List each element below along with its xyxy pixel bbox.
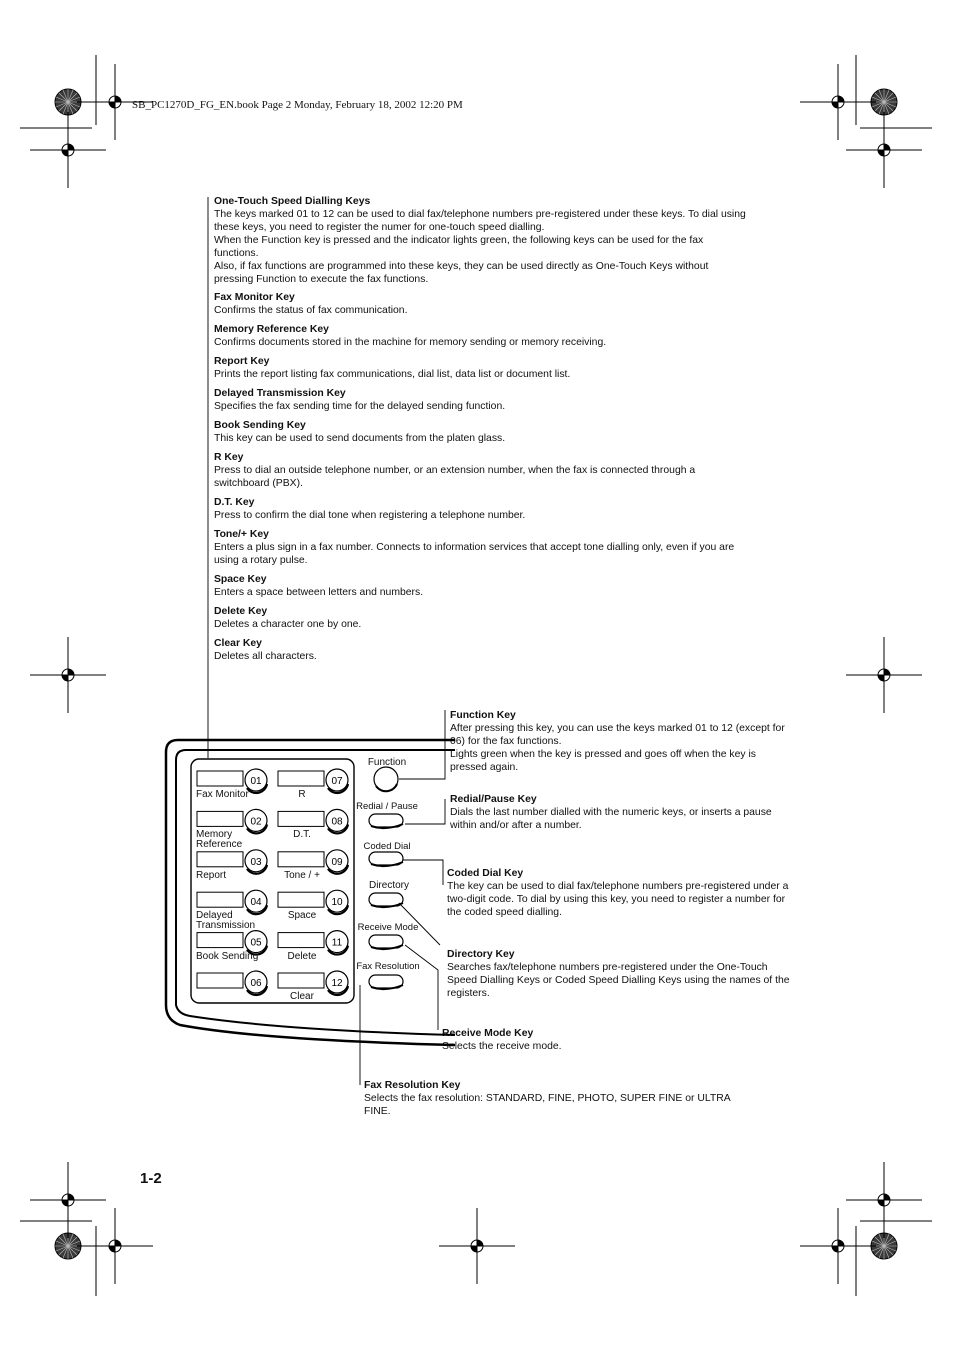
fax-resolution-key[interactable]: [369, 975, 403, 989]
description-title: Clear Key: [214, 638, 262, 649]
description-line: the coded speed dialling.: [447, 907, 562, 918]
description-line: When the Function key is pressed and the indicator lights green, the following keys can be used for the fax: [214, 235, 704, 246]
description-line: Also, if fax functions are programmed into these keys, they can be used directly as One-Touch Keys without: [214, 261, 709, 272]
description-line: The keys marked 01 to 12 can be used to dial fax/telephone numbers pre-registered under these keys. To dial using: [214, 209, 746, 220]
description-title: Fax Monitor Key: [214, 292, 295, 303]
key-number: 11: [331, 937, 343, 949]
description-title: D.T. Key: [214, 497, 255, 508]
key-label: Space: [287, 910, 317, 922]
key-number: 06: [250, 978, 262, 989]
description-title: Coded Dial Key: [447, 868, 524, 879]
description-line: 06) for the fax functions.: [450, 736, 562, 747]
key-label: Tone / +: [284, 869, 320, 881]
key-number: 04: [250, 897, 262, 909]
key-label: Memory Reference: [196, 829, 243, 851]
description-line: The key can be used to dial fax/telephone numbers pre-registered under a: [447, 881, 789, 892]
receive-mode-label: Receive Mode: [357, 922, 419, 933]
description-line: Confirms documents stored in the machine for memory sending or memory receiving.: [214, 337, 607, 348]
description-line: FINE.: [364, 1106, 391, 1117]
description-line: Confirms the status of fax communication.: [214, 305, 408, 316]
description-title: Space Key: [214, 574, 267, 585]
description-line: Enters a space between letters and numbers.: [214, 587, 424, 598]
registration-marks: [20, 55, 932, 1296]
redial-pause-label: Redial / Pause: [356, 801, 418, 812]
description-title: Tone/+ Key: [214, 529, 269, 540]
description-title: Delete Key: [214, 606, 268, 617]
key-label: Fax Monitor: [196, 789, 249, 800]
description-title: Function Key: [450, 710, 516, 721]
description-line: Enters a plus sign in a fax number. Connects to information services that accept tone dialling only, even if you are: [214, 542, 735, 553]
one-touch-key-07[interactable]: [278, 769, 348, 793]
description-title: Report Key: [214, 356, 270, 367]
description-line: these keys, you need to register the numer for one-touch speed dialling.: [214, 222, 545, 233]
description-line: functions.: [214, 248, 259, 259]
key-label: R: [298, 789, 306, 800]
key-number: 05: [250, 937, 262, 949]
key-number: 07: [331, 776, 343, 787]
description-line: within and/or after a number.: [450, 820, 582, 831]
key-label: Book Sending: [196, 950, 259, 962]
key-number: 01: [250, 776, 262, 787]
coded-dial-key[interactable]: [369, 852, 403, 866]
description-line: Press to confirm the dial tone when registering a telephone number.: [214, 510, 526, 521]
description-line: Prints the report listing fax communications, dial list, data list or document list.: [214, 369, 571, 380]
key-number: 10: [331, 897, 343, 909]
description-title: Directory Key: [447, 949, 515, 960]
coded-dial-label: Coded Dial: [363, 841, 411, 852]
description-title: Delayed Transmission Key: [214, 388, 346, 399]
key-label: Delete: [287, 950, 317, 962]
function-key[interactable]: [374, 767, 398, 791]
key-label: Clear: [290, 991, 314, 1002]
description-line: This key can be used to send documents from the platen glass.: [214, 433, 506, 444]
book-header: SB_PC1270D_FG_EN.book Page 2 Monday, February 18, 2002 12:20 PM: [132, 99, 463, 111]
description-line: Specifies the fax sending time for the delayed sending function.: [214, 401, 506, 412]
directory-key[interactable]: [369, 893, 403, 907]
key-number: 03: [250, 856, 262, 868]
key-label: D.T.: [293, 829, 311, 841]
description-line: After pressing this key, you can use the keys marked 01 to 12 (except for: [450, 723, 785, 734]
key-number: 02: [250, 816, 262, 828]
description-line: two-digit code. To dial by using this key, you need to register a number for: [447, 894, 786, 905]
description-line: switchboard (PBX).: [214, 478, 303, 489]
description-line: Press to dial an outside telephone number, or an extension number, when the fax is connected through a: [214, 465, 696, 476]
description-line: Selects the receive mode.: [442, 1041, 562, 1052]
description-line: using a rotary pulse.: [214, 555, 308, 566]
description-title: One-Touch Speed Dialling Keys: [214, 196, 371, 207]
page-number: 1-2: [140, 1170, 162, 1187]
key-number: 09: [331, 856, 343, 868]
description-title: R Key: [214, 452, 244, 463]
description-title: Book Sending Key: [214, 420, 306, 431]
description-line: pressed again.: [450, 762, 519, 773]
description-line: registers.: [447, 988, 490, 999]
description-title: Memory Reference Key: [214, 324, 329, 335]
description-title: Receive Mode Key: [442, 1028, 534, 1039]
redial-pause-key[interactable]: [369, 814, 403, 828]
description-line: Lights green when the key is pressed and goes off when the key is: [450, 749, 756, 760]
key-number: 08: [331, 816, 343, 828]
description-line: Deletes a character one by one.: [214, 619, 362, 630]
description-line: Deletes all characters.: [214, 651, 317, 662]
description-line: Searches fax/telephone numbers pre-registered under the One-Touch: [447, 962, 768, 973]
description-line: Selects the fax resolution: STANDARD, FINE, PHOTO, SUPER FINE or ULTRA: [364, 1093, 731, 1104]
one-touch-key-08[interactable]: [278, 809, 348, 833]
description-title: Redial/Pause Key: [450, 794, 537, 805]
key-label: Delayed Transmission: [196, 910, 256, 932]
description-line: Speed Dialling Keys or Coded Speed Dialling Keys using the names of the: [447, 975, 790, 986]
fax-resolution-label: Fax Resolution: [356, 961, 420, 972]
function-key-label: Function: [367, 757, 407, 768]
key-number: 12: [331, 978, 343, 989]
receive-mode-key[interactable]: [369, 935, 403, 949]
description-line: pressing Function to execute the fax functions.: [214, 274, 429, 285]
one-touch-key-06[interactable]: [197, 971, 267, 995]
key-label: Report: [196, 869, 227, 881]
description-title: Fax Resolution Key: [364, 1080, 461, 1091]
directory-label: Directory: [368, 880, 410, 891]
description-line: Dials the last number dialled with the numeric keys, or inserts a pause: [450, 807, 772, 818]
